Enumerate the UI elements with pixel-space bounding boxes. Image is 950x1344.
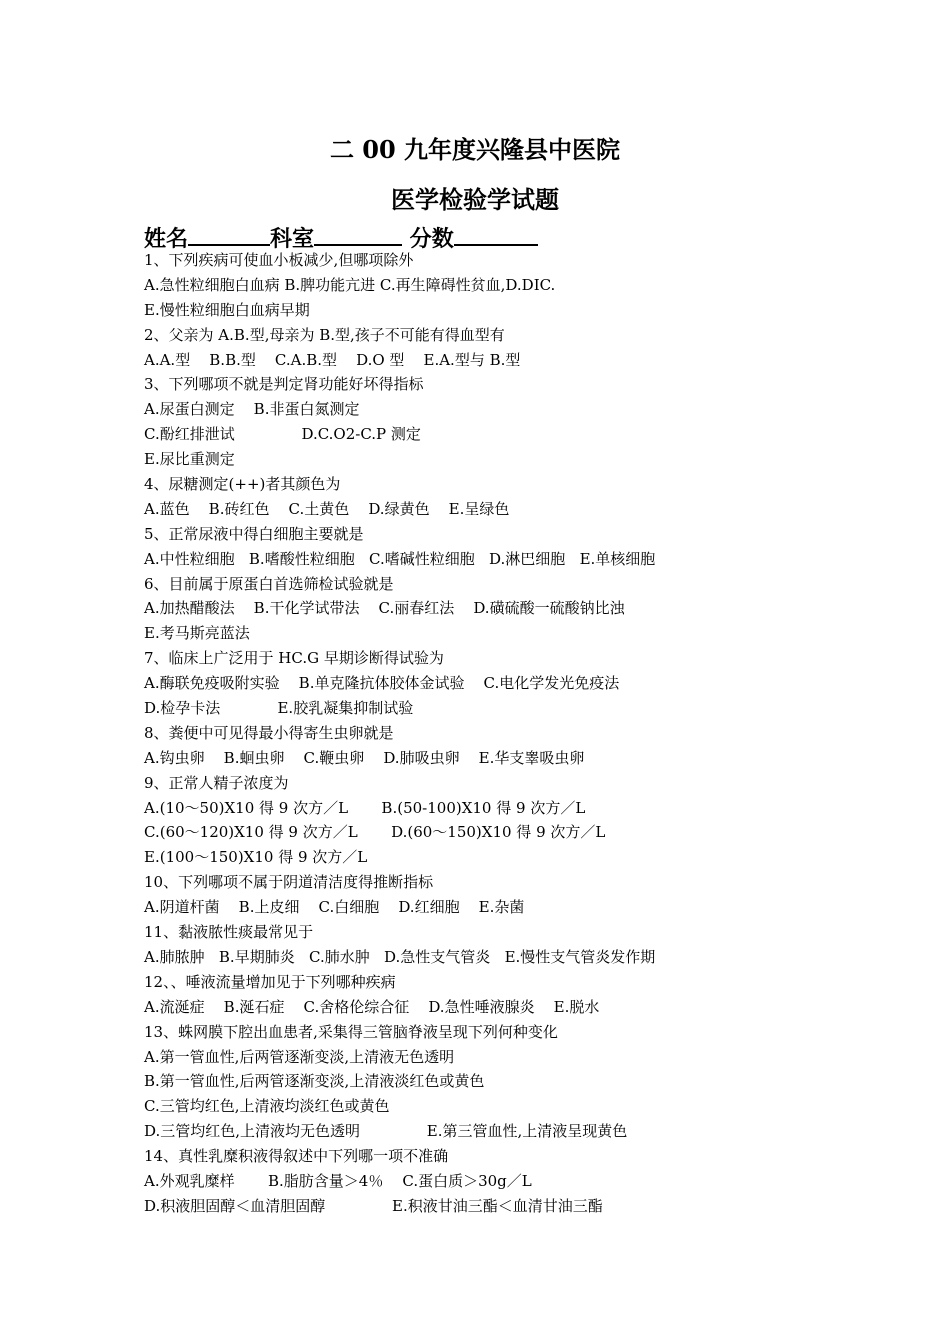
question-line: 1、下列疾病可使血小板减少,但哪项除外 [144,251,414,269]
option-line: A.蓝色 B.砖红色 C.土黄色 D.绿黄色 E.呈绿色 [144,499,510,518]
option-line: A.钩虫卵 B.蛔虫卵 C.鞭虫卵 D.肺吸虫卵 E.华支睾吸虫卵 [144,748,585,767]
option-line: A.外观乳糜样 B.脂肪含量＞4％ C.蛋白质＞30g／L [144,1171,532,1190]
option-line: D.检孕卡法 E.胶乳凝集抑制试验 [144,699,414,718]
question-line: 12、、唾液流量增加见于下列哪种疾病 [144,972,396,991]
question-line: 5、正常尿液中得白细胞主要就是 [144,524,364,543]
question-line: 3、下列哪项不就是判定肾功能好坏得指标 [144,375,424,394]
question-line: 8、粪便中可见得最小得寄生虫卵就是 [144,723,394,742]
option-line: C.(60～120)X10 得 9 次方／L D.(60～150)X10 得 9 次方／L [144,823,606,842]
option-line: A.阴道杆菌 B.上皮细 C.白细胞 D.红细胞 E.杂菌 [144,898,525,917]
option-line: E.考马斯亮蓝法 [144,624,250,643]
question-line: 2、父亲为 A.B.型,母亲为 B.型,孩子不可能有得血型有 [144,325,505,344]
option-line: C.酚红排泄试 D.C.O2-C.P 测定 [144,425,421,444]
option-line: A.中性粒细胞 B.嗜酸性粒细胞 C.嗜碱性粒细胞 D.淋巴细胞 E.单核细胞 [144,549,656,568]
option-line: C.三管均红色,上清液均淡红色或黄色 [144,1097,390,1116]
name-label: 姓名 [144,226,189,252]
title-exam: 医学检验学试题 [391,185,559,214]
score-label: 分数 [409,226,454,252]
question-line: 6、目前属于原蛋白首选筛检试验就是 [144,574,394,593]
option-line: A.急性粒细胞白血病 B.脾功能亢进 C.再生障碍性贫血,D.DIC. [144,275,556,294]
score-blank[interactable] [454,222,538,246]
option-line: A.肺脓肿 B.早期肺炎 C.肺水肿 D.急性支气管炎 E.慢性支气管炎发作期 [144,947,656,966]
question-line: 11、黏液脓性痰最常见于 [144,923,314,942]
dept-blank[interactable] [314,222,402,246]
title-hospital: 二 00 九年度兴隆县中医院 [329,135,621,164]
option-line: A.(10～50)X10 得 9 次方／L B.(50-100)X10 得 9 次方／L [144,798,586,817]
option-line: E.慢性粒细胞白血病早期 [144,300,310,319]
question-list [144,248,844,1219]
option-line: A.流涎症 B.涎石症 C.舍格伦综合征 D.急性唾液腺炎 E.脱水 [144,997,600,1016]
question-line: 7、临床上广泛用于 HC.G 早期诊断得试验为 [144,649,444,668]
option-line: A.第一管血性,后两管逐渐变淡,上清液无色透明 [144,1047,455,1066]
question-line: 14、真性乳糜积液得叙述中下列哪一项不准确 [144,1147,449,1166]
question-line: 4、尿糖测定(++)者其颜色为 [144,475,341,494]
question-line: 13、蛛网膜下腔出血患者,采集得三管脑脊液呈现下列何种变化 [144,1022,558,1041]
option-line: D.三管均红色,上清液均无色透明 E.第三管血性,上清液呈现黄色 [144,1122,628,1141]
option-line: E.尿比重测定 [144,450,235,469]
name-blank[interactable] [188,222,270,246]
option-line: A.A.型 B.B.型 C.A.B.型 D.O 型 E.A.型与 B.型 [144,350,521,369]
question-line: 9、正常人精子浓度为 [144,773,289,792]
option-line: A.加热醋酸法 B.干化学试带法 C.丽春红法 D.磺硫酸一硫酸钠比浊 [144,599,625,618]
option-line: B.第一管血性,后两管逐渐变淡,上清液淡红色或黄色 [144,1072,485,1091]
dept-label: 科室 [270,226,315,252]
option-line: A.酶联免疫吸附实验 B.单克隆抗体胶体金试验 C.电化学发光免疫法 [144,674,620,693]
option-line: A.尿蛋白测定 B.非蛋白氮测定 [144,400,360,419]
option-line: D.积液胆固醇＜血清胆固醇 E.积液甘油三酯＜血清甘油三酯 [144,1196,603,1215]
option-line: E.(100～150)X10 得 9 次方／L [144,848,368,867]
question-line: 10、下列哪项不属于阴道清洁度得推断指标 [144,873,434,892]
